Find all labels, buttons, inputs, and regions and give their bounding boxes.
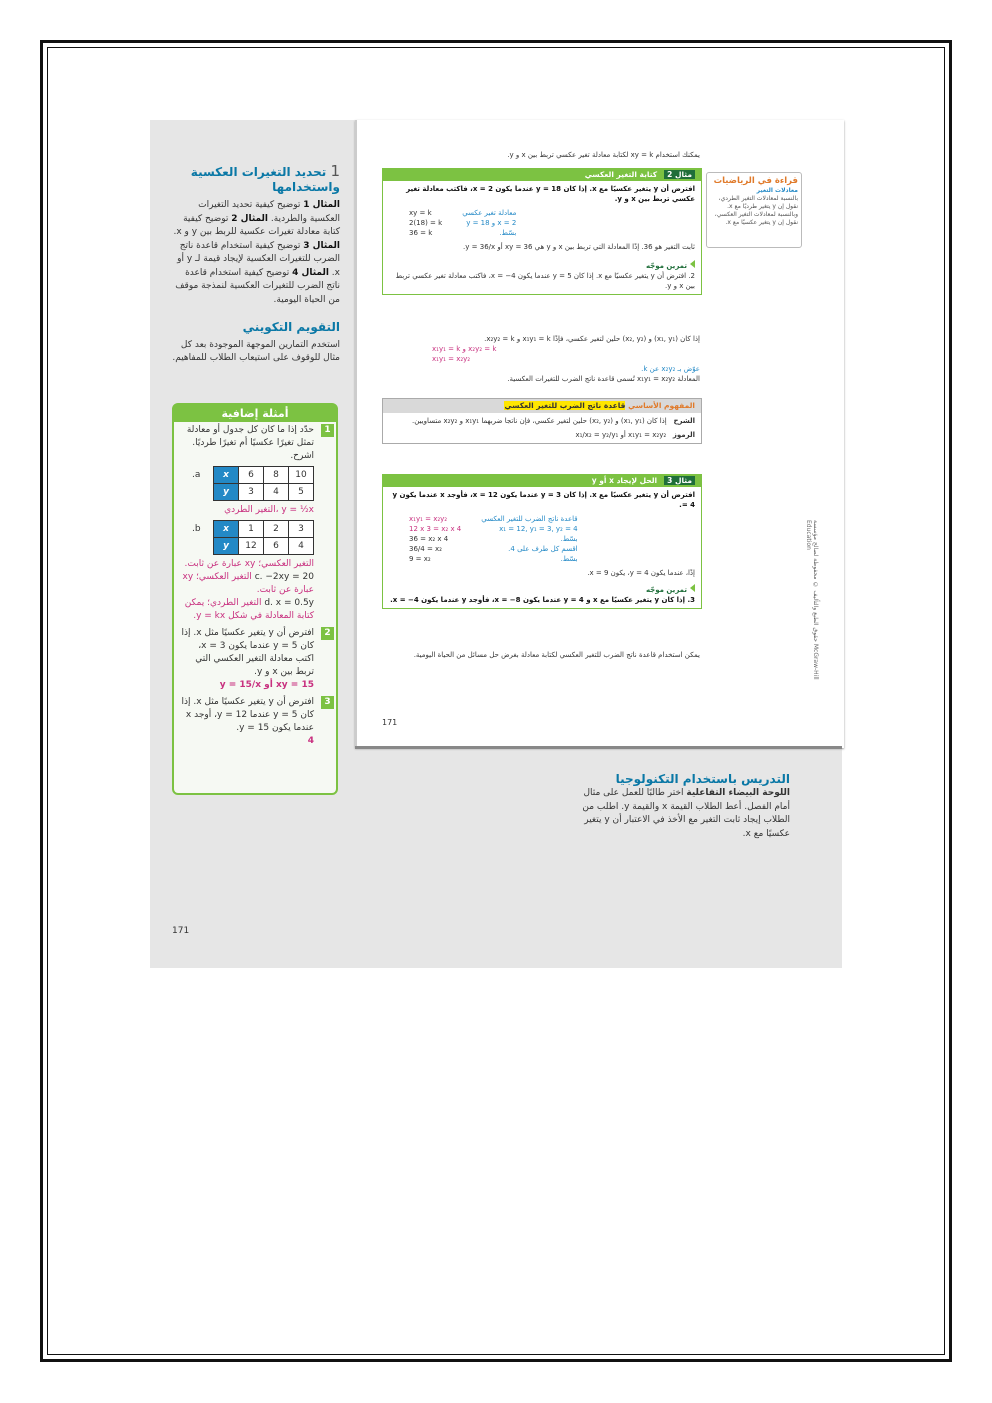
example-3-text: توضيح كيفية استخدام قاعدة ناتج الضرب للتغيرات العكسية لإيجاد قيمة لـ y أو x. (177, 240, 340, 278)
extra-item-2 (174, 625, 336, 694)
table-cell: 6 (264, 538, 289, 555)
key-concept-body (383, 413, 701, 443)
table-a-y-row (214, 484, 314, 501)
product-eq1: x₁y₁ = k و x₂y₂ = k (432, 345, 497, 353)
example-3-box (382, 474, 702, 609)
answer-b: التغير العكسي؛ xy عبارة عن ثابت. (184, 559, 314, 569)
work-step: x₁y₁ = x₂y₂ (409, 515, 448, 523)
book-intro: يمكنك استخدام xy = k لكتابة معادلة تغير عكسي تربط بين x و y. (507, 151, 700, 159)
table-cell: 1 (239, 521, 264, 538)
key-words-text: إذا كان (x₁, y₁) و (x₂, y₂) حلين لتغير عكسي، فإن ناتجا ضربهما x₁y₁ و x₂y₂ متساويين. (411, 417, 667, 425)
technology-section (580, 772, 790, 841)
book-page-number: 171 (382, 718, 398, 727)
guided-triangle-icon (690, 584, 695, 592)
tech-body (580, 787, 790, 841)
work-note: بسّط. (560, 535, 578, 543)
work-step: 12 x 3 = x₂ x 4 (409, 525, 462, 533)
key-concept-title: قاعدة ناتج الضرب للتغير العكسي (504, 401, 626, 410)
product-rule-section (382, 334, 700, 384)
example-2-work (409, 208, 695, 238)
table-cell: 3 (289, 521, 314, 538)
section-title-text: تحديد التغيرات العكسية واستخدامها (190, 165, 340, 194)
table-cell: 3 (239, 484, 264, 501)
book-footer-text: يمكن استخدام قاعدة ناتج الضرب للتغير العكسي لكتابة معادلة بغرض حل مسائل من الحياة اليومية. (413, 651, 700, 659)
table-b-label: b. (192, 524, 201, 534)
example-2-body (383, 181, 701, 294)
example-3-label: المثال 3 (303, 240, 340, 251)
example-2-problem: افترض أن y يتغير عكسيًا مع x. إذا كان y = 18 عندما يكون x = 2، فاكتب معادلة تغير عكسي تربط بين x و y. (406, 185, 695, 203)
example-4-text: توضيح كيفية استخدام قاعدة ناتج الضرب للتغيرات العكسية لنمذجة موقف من الحياة اليومية. (175, 267, 340, 305)
table-a (213, 466, 314, 501)
table-cell: 4 (264, 484, 289, 501)
example-2-header (383, 169, 701, 181)
example-2-tag: مثال 2 (664, 170, 695, 179)
product-note: عوّض بـ x₂y₂ عن k. (641, 365, 700, 373)
extra-item-3 (174, 694, 336, 750)
key-symbols-label: الرموز (672, 431, 695, 439)
product-eq2: x₁y₁ = x₂y₂ (432, 355, 471, 363)
table-cell: x (214, 467, 239, 484)
section-number: 1 (330, 162, 340, 180)
table-cell: x (214, 521, 239, 538)
extra-item-1-text: حدّد إذا ما كان كل جدول أو معادلة تمثل تغيرًا عكسيًا أم تغيرًا طرديًا. اشرح. (186, 425, 314, 461)
example-2-text: توضيح كيفية كتابة معادلة تغيرات عكسية للربط بين y و x. (173, 213, 340, 237)
reading-in-math-box (706, 172, 802, 248)
work-step: 36 = k (409, 229, 433, 237)
key-symbols-text: x₁y₁ = x₂y₂ أو x₁/x₂ = y₂/y₁ (575, 431, 667, 439)
extra-item-2-number: 2 (321, 627, 334, 640)
table-a-x-row (214, 467, 314, 484)
example-1-text: توضيح كيفية تحديد التغيرات العكسية والطردية. (198, 200, 340, 224)
example-3-conclusion: إذًا، عندما يكون y = 4، يكون x = 9. (587, 569, 695, 577)
extra-item-2-text: افترض أن y يتغير عكسيًا مثل x. إذا كان y = 5 عندما يكون x = 3، اكتب معادلة التغير العكسي التي تربط بين x و y. (181, 628, 314, 677)
guided-practice-label-2 (389, 260, 695, 271)
table-cell: 8 (264, 467, 289, 484)
guided-label-text: تمرين موجّه (645, 586, 687, 594)
item-d-equation: d. x = 0.5y (264, 598, 314, 608)
answer-a: y = ½x ،التغير الطردي (224, 505, 314, 515)
key-concept-header (383, 399, 701, 413)
section-title (172, 164, 340, 195)
example-2-conclusion: ثابت التغير هو 36. إذًا المعادلة التي تربط بين x و y هي xy = 36 أو y = 36/x. (463, 243, 695, 251)
item-c (178, 571, 314, 597)
table-cell: 5 (289, 484, 314, 501)
example-3-steps (409, 514, 461, 564)
guided-label-text: تمرين موجّه (645, 262, 687, 270)
table-a-wrap (178, 466, 314, 501)
example-3-body (383, 487, 701, 608)
item-c-answer: التغير العكسي؛ xy عبارة عن ثابت. (182, 572, 314, 595)
table-cell: y (214, 484, 239, 501)
work-note: قاعدة ناتج الضرب للتغير العكسي (481, 515, 578, 523)
example-3-header (383, 475, 701, 487)
table-b-wrap (178, 520, 314, 555)
guided-practice-2: 2. افترض أن y يتغير عكسيًا مع x. إذا كان y = 5 عندما يكون x = −4، فاكتب معادلة تغير عكسي تربط بين x و y. (395, 272, 695, 290)
example-3-notes (481, 514, 577, 564)
key-words-label: الشرح (673, 417, 695, 425)
extra-item-2-answer: xy = 15 أو y = 15/x (219, 680, 314, 690)
reading-subtitle: معادلات التغير (756, 187, 798, 194)
work-note: معادلة تغير عكسي (462, 209, 517, 217)
example-2-steps (409, 208, 442, 238)
teacher-notes-column (172, 164, 340, 376)
extra-item-1 (174, 422, 336, 625)
key-symbols-row (389, 430, 695, 440)
work-note: بسّط. (560, 555, 578, 563)
table-cell: y (214, 538, 239, 555)
section-body (172, 199, 340, 307)
work-note: x = 2 و y = 18 (466, 219, 517, 227)
table-b-y-row (214, 538, 314, 555)
reading-text: بالنسبة لمعادلات التغير الطردي، نقول إن y يتغير طرديًا مع x. وبالنسبة لمعادلات التغير العكسي، نقول إن y يتغير عكسيًا مع x. (714, 195, 798, 226)
formative-title: التقويم التكويني (242, 320, 340, 334)
guided-practice-3: 3. إذا كان y يتغير عكسيًا مع x و y = 4 عندما يكون x = −8، فأوجد y عندما يكون x = −4. (390, 596, 695, 604)
table-cell: 12 (239, 538, 264, 555)
item-d (178, 597, 314, 623)
example-2-notes (462, 208, 516, 238)
tech-text: اختر طالبًا للعمل على مثال أمام الفصل. أعط الطلاب القيمة x والقيمة y. اطلب من الطلاب إيجاد ثابت التغير مع الأخذ في الاعتبار أن y يتغير عكسيًا مع x. (582, 788, 790, 839)
work-step: 9 = x₂ (409, 555, 431, 563)
guided-practice-label-3 (389, 584, 695, 595)
example-1-label: المثال 1 (303, 200, 340, 210)
example-4-label: المثال 4 (292, 267, 329, 278)
table-a-label: a. (192, 470, 201, 480)
key-concept-box (382, 398, 702, 444)
reading-title: قراءة في الرياضيات (713, 176, 798, 186)
book-page-shadow (355, 746, 842, 749)
table-cell: 2 (264, 521, 289, 538)
tech-title: التدريس باستخدام التكنولوجيا (615, 772, 790, 786)
table-cell: 10 (289, 467, 314, 484)
product-text: إذا كان (x₁, y₁) و (x₂, y₂) حلين لتغير عكسي، فإذًا x₁y₁ = k و x₂y₂ = k. (484, 335, 700, 343)
formative-text: استخدم التمارين الموجهة الموجودة بعد كل مثال للوقوف على استيعاب الطلاب للمفاهيم. (172, 339, 340, 363)
guided-triangle-icon (690, 260, 695, 268)
work-step: xy = k (409, 209, 432, 217)
table-b-x-row (214, 521, 314, 538)
key-words-row (389, 416, 695, 426)
extra-item-3-text: افترض أن y يتغير عكسيًا مثل x. إذا كان y = 5 عندما y = 12، أوجد x عندما يكون y = 15. (181, 697, 314, 733)
work-note: x₁ = 12, y₁ = 3, y₂ = 4 (499, 525, 578, 533)
page-number: 171 (172, 926, 190, 936)
example-3-title: الحل لإيجاد x أو y (591, 476, 658, 485)
product-rule: المعادلة x₁y₁ = x₂y₂ تُسمى قاعدة ناتج الضرب للتغيرات العكسية. (507, 375, 700, 383)
work-step: 36/4 = x₂ (409, 545, 442, 553)
example-3-tag: مثال 3 (664, 476, 695, 485)
item-d-answer: التغير الطردي؛ يمكن كتابة المعادلة في شكل y = kx. (184, 598, 314, 621)
example-2-label: المثال 2 (231, 213, 268, 224)
example-2-title: كتابة التغير العكسي (584, 170, 658, 179)
extra-item-1-number: 1 (321, 424, 334, 437)
extra-item-3-number: 3 (321, 696, 334, 709)
vertical-credit: حقوق الطبع والتأليف © محفوظة لصالح مؤسسة McGraw-Hill Education (805, 520, 819, 680)
table-b (213, 520, 314, 555)
example-3-problem: افترض أن y يتغير عكسيًا مع x. إذا كان y = 3 عندما يكون x = 12، فأوجد x عندما يكون y = 4. (392, 491, 695, 509)
work-step: 36 = x₂ x 4 (409, 535, 449, 543)
item-c-equation: c. −2xy = 20 (254, 572, 314, 582)
extra-item-3-answer: 4 (307, 736, 314, 746)
key-concept-label: المفهوم الأساسي (628, 401, 695, 410)
example-2-box (382, 168, 702, 295)
tech-subtitle: اللوحة البيضاء التفاعلية (686, 788, 790, 798)
work-note: اقسم كل طرف على 4. (508, 545, 578, 553)
table-cell: 6 (239, 467, 264, 484)
work-note: بسّط. (499, 229, 517, 237)
example-3-work (409, 514, 695, 564)
additional-examples-title: أمثلة إضافية (174, 405, 336, 422)
table-cell: 4 (289, 538, 314, 555)
additional-examples-box (172, 403, 338, 795)
work-step: 2(18) = k (409, 219, 443, 227)
